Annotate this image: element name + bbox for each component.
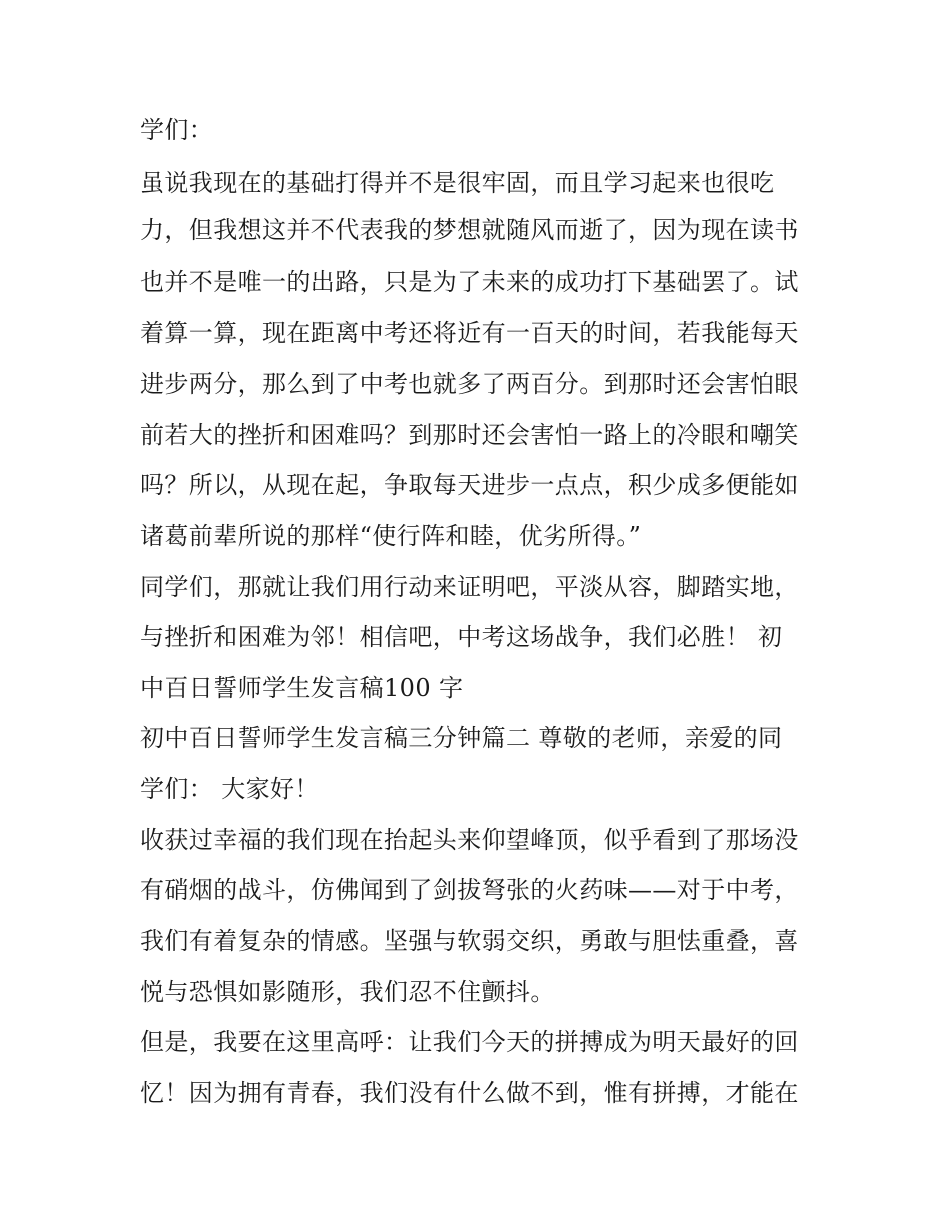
text-line: 悦与恐惧如影随形，我们忍不住颤抖。	[140, 978, 555, 1006]
text-line: 吗？所以，从现在起，争取每天进步一点点，积少成多便能如	[140, 471, 799, 499]
text-line: 有硝烟的战斗，仿佛闻到了剑拔弩张的火药味——对于中考，	[140, 876, 799, 904]
text-line: 但是，我要在这里高呼：让我们今天的拼搏成为明天最好的回	[140, 1028, 799, 1056]
text-line: 初中百日誓师学生发言稿三分钟篇二 尊敬的老师，亲爱的同	[140, 724, 783, 752]
text-line: 与挫折和困难为邻！相信吧，中考这场战争，我们必胜！ 初	[140, 623, 783, 651]
text-line: 收获过幸福的我们现在抬起头来仰望峰顶，似乎看到了那场没	[140, 826, 799, 854]
text-line: 中百日誓师学生发言稿100 字	[140, 674, 464, 702]
text-line: 前若大的挫折和困难吗？到那时还会害怕一路上的冷眼和嘲笑	[140, 421, 799, 449]
text-line: 诸葛前辈所说的那样“使行阵和睦，优劣所得。”	[140, 522, 642, 550]
text-line: 进步两分，那么到了中考也就多了两百分。到那时还会害怕眼	[140, 370, 799, 398]
text-line: 我们有着复杂的情感。坚强与软弱交织，勇敢与胆怯重叠，喜	[140, 927, 799, 955]
text-line: 同学们，那就让我们用行动来证明吧，平淡从容，脚踏实地，	[140, 573, 799, 601]
text-line: 学们：	[140, 116, 214, 144]
text-line: 也并不是唯一的出路，只是为了未来的成功打下基础罢了。试	[140, 268, 799, 296]
text-line: 学们： 大家好！	[140, 775, 319, 803]
text-line: 着算一算，现在距离中考还将近有一百天的时间，若我能每天	[140, 319, 799, 347]
text-line: 虽说我现在的基础打得并不是很牢固，而且学习起来也很吃	[140, 169, 775, 197]
text-line: 忆！因为拥有青春，我们没有什么做不到，惟有拼搏，才能在	[140, 1079, 799, 1107]
text-line: 力，但我想这并不代表我的梦想就随风而逝了，因为现在读书	[140, 216, 799, 244]
